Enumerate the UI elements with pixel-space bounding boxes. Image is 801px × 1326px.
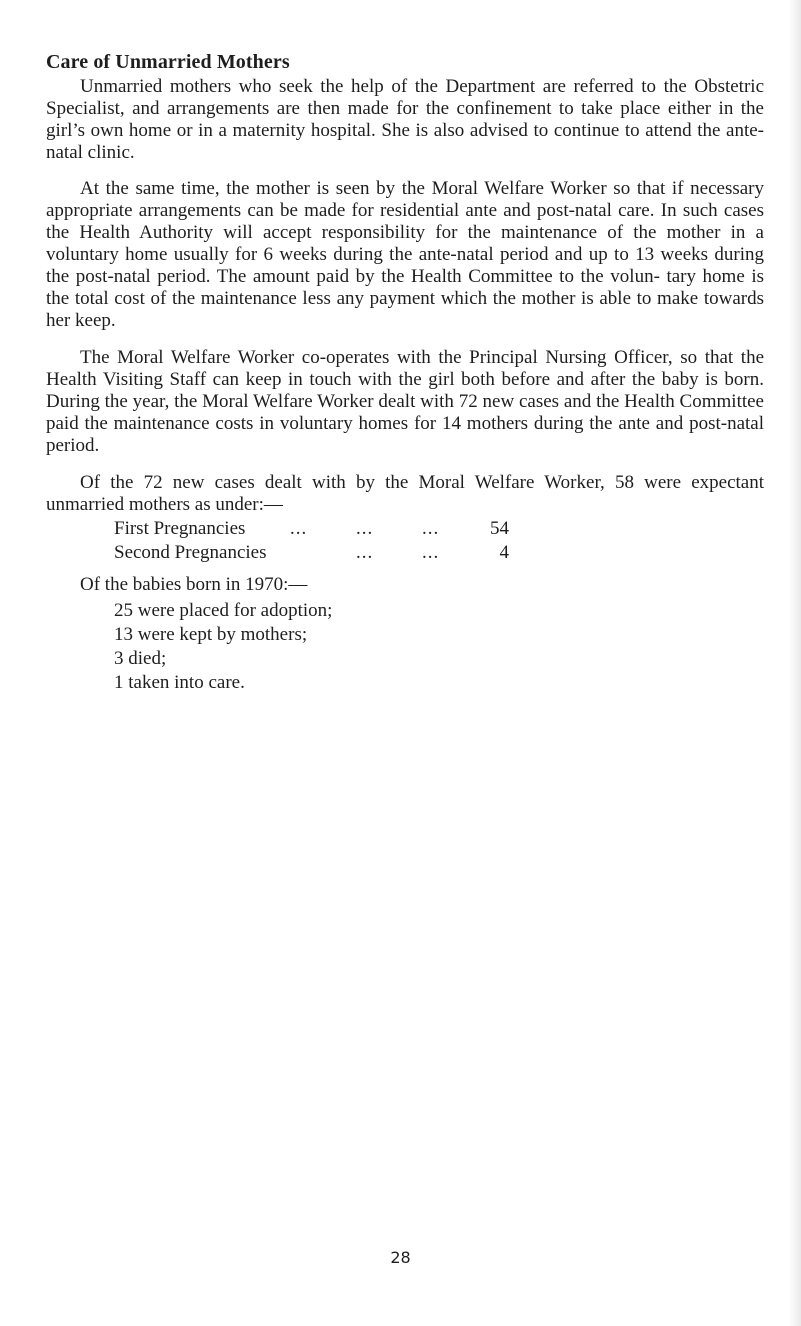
list-item-first-pregnancies: [46, 518, 764, 540]
stat-label: First Pregnancies: [114, 518, 246, 539]
paragraph-moral-welfare: At the same time, the mother is seen by the Moral Welfare Worker so that if necessary appropriate arrangements can be made for residential ante and post-natal care. In such cases the Health Authority will accept responsibility for the maintenance of the mother in a voluntary home usually for 6 weeks during the ante-natal period and up to 13 weeks during the post-natal period. The amount paid by the Health Committee to the volun- tary home is the total cost of the maintenance less any payment which the mother is able to make towards her keep.: [46, 178, 764, 331]
pregnancies-list: [46, 518, 764, 564]
leader-dots: ...: [356, 518, 374, 539]
paragraph-new-cases: Of the 72 new cases dealt with by the Moral Welfare Worker, 58 were expectant unmarried mothers as under:—: [46, 472, 764, 515]
paragraph-referral: Unmarried mothers who seek the help of the Department are referred to the Obstetric Specialist, and arrangements are then made for the confinement to take place either in the girl’s own home or in a maternity hospital. She is also advised to continue to attend the ante-natal clinic.: [46, 76, 764, 163]
list-item: 1 taken into care.: [114, 672, 245, 693]
paragraph-cooperation: The Moral Welfare Worker co-operates with the Principal Nursing Officer, so that the Health Visiting Staff can keep in touch with the girl both before and after the baby is born. During the year, the Moral Welfare Worker dealt with 72 new cases and the Health Committee paid the maintenance costs in voluntary homes for 14 mothers during the ante and post-natal period.: [46, 347, 764, 456]
leader-dots: ...: [356, 542, 374, 563]
leader-dots: ...: [422, 542, 440, 563]
page-edge-shadow: [789, 0, 801, 1326]
list-item: 13 were kept by mothers;: [114, 624, 308, 645]
list-item: 3 died;: [114, 648, 167, 669]
stat-label: Second Pregnancies: [114, 542, 267, 563]
page-number: 28: [390, 1248, 411, 1267]
babies-intro: Of the babies born in 1970:—: [80, 574, 308, 595]
document-body: [46, 50, 764, 696]
babies-outcomes-list: [46, 600, 764, 694]
leader-dots: ...: [422, 518, 440, 539]
section-heading: Care of Unmarried Mothers: [46, 51, 290, 73]
list-item-second-pregnancies: [46, 542, 764, 564]
leader-dots: ...: [290, 518, 308, 539]
list-item: 25 were placed for adoption;: [114, 600, 333, 621]
stat-value: 54: [490, 518, 509, 539]
stat-value: 4: [499, 542, 509, 563]
